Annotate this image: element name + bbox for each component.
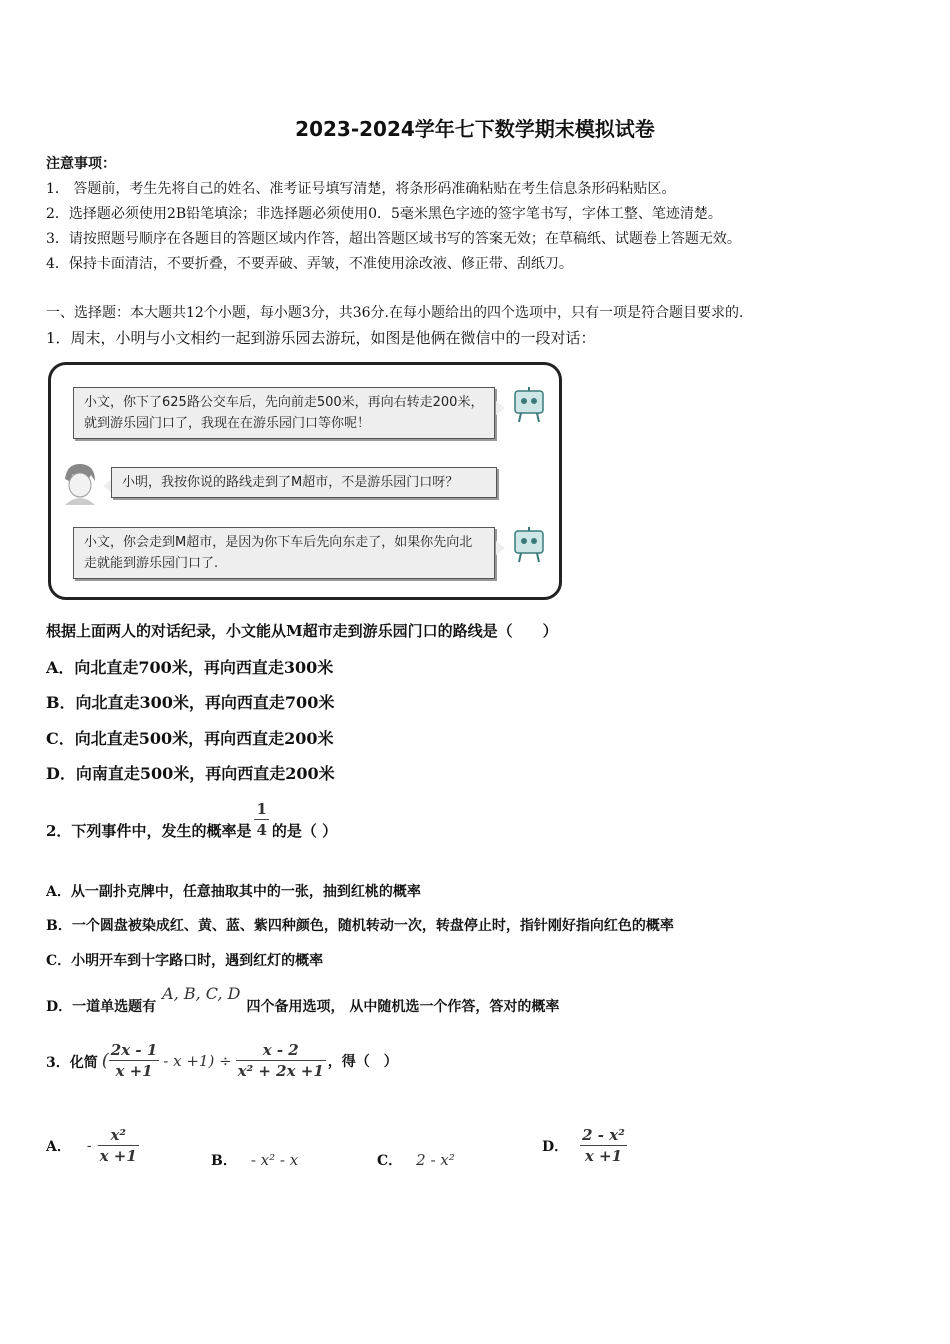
q2-option-d-text: D．一道单选题有 bbox=[46, 999, 157, 1015]
q2-frac-num: 1 bbox=[256, 800, 267, 818]
q3-option-d-frac bbox=[580, 1125, 627, 1166]
q3-option-b-expr: - x² - x bbox=[250, 1151, 299, 1169]
q3-f1-num: 2x - 1 bbox=[110, 1041, 158, 1059]
q2-fraction bbox=[254, 799, 268, 840]
q3-option-a-label: A． bbox=[46, 1138, 71, 1155]
q2-option-a: A．从一副扑克牌中，任意抽取其中的一张，抽到红桃的概率 bbox=[46, 884, 421, 900]
q1-option-a: A．向北直走700米，再向西直走300米 bbox=[46, 658, 334, 677]
q3-f2-num: x - 2 bbox=[236, 1040, 326, 1061]
robot-avatar-icon bbox=[509, 385, 549, 429]
robot-avatar-icon bbox=[509, 525, 549, 569]
q2-option-c: C．小明开车到十字路口时，遇到红灯的概率 bbox=[46, 953, 324, 969]
q3-paren: ( bbox=[101, 1050, 109, 1071]
note-item: 2．选择题必须使用2B铅笔填涂；非选择题必须使用0．5毫米黑色字迹的签字笔书写，字体工整、笔迹清楚。 bbox=[46, 206, 722, 222]
q3-option-b bbox=[211, 1150, 298, 1170]
notes-heading: 注意事项： bbox=[46, 156, 116, 172]
q3-option-a-den: x +1 bbox=[99, 1147, 137, 1165]
chat-figure bbox=[48, 362, 562, 600]
boy-avatar-icon bbox=[59, 461, 101, 509]
q2-option-d-tail: 四个备用选项， 从中随机选一个作答，答对的概率 bbox=[246, 999, 560, 1015]
bubble-tail bbox=[496, 401, 505, 415]
q2-stem-text: 2．下列事件中，发生的概率是 bbox=[46, 822, 252, 840]
q1-option-c: C．向北直走500米，再向西直走200米 bbox=[46, 729, 334, 748]
note-item: 3．请按照题号顺序在各题目的答题区域内作答，超出答题区域书写的答案无效；在草稿纸、试题卷上答题无效。 bbox=[46, 231, 741, 247]
page-title: 2023-2024学年七下数学期末模拟试卷 bbox=[295, 117, 655, 141]
q3-fraction-1 bbox=[109, 1040, 160, 1081]
q3-option-a-sign: - bbox=[86, 1137, 92, 1154]
q3-f1-den: x +1 bbox=[115, 1062, 153, 1080]
q2-frac-den: 4 bbox=[256, 821, 267, 839]
q1-stem: 1．周末，小明与小文相约一起到游乐园去游玩，如图是他俩在微信中的一段对话： bbox=[46, 329, 596, 347]
q3-option-d-label: D． bbox=[542, 1138, 569, 1155]
q1-option-d: D．向南直走500米，再向西直走200米 bbox=[46, 764, 335, 783]
q3-option-b-label: B． bbox=[211, 1153, 237, 1169]
q2-option-d-math: A, B, C, D bbox=[162, 984, 241, 1003]
q3-expr-mid: - x +1) ÷ bbox=[163, 1051, 232, 1070]
note-item: 1． 答题前，考生先将自己的姓名、准考证号填写清楚，将条形码准确粘贴在考生信息条形码粘贴区。 bbox=[46, 181, 676, 197]
q3-option-d-num: 2 - x² bbox=[582, 1126, 625, 1144]
note-item: 4．保持卡面清洁，不要折叠，不要弄破、弄皱，不准使用涂改液、修正带、刮纸刀。 bbox=[46, 256, 573, 272]
q3-option-d bbox=[542, 1125, 627, 1166]
q3-tail: ，得（ ） bbox=[327, 1053, 398, 1070]
q3-option-c-expr: 2 - x² bbox=[416, 1151, 455, 1169]
q2-stem-tail: 的是（ ） bbox=[271, 822, 338, 840]
q3-fraction-2 bbox=[236, 1040, 326, 1081]
q1-prompt: 根据上面两人的对话纪录，小文能从M超市走到游乐园门口的路线是（ ） bbox=[46, 622, 558, 640]
section-heading: 一、选择题：本大题共12个小题，每小题3分，共36分.在每小题给出的四个选项中，只有一项是符合题目要求的. bbox=[46, 305, 744, 321]
chat-bubble-xiaoming: 小明，我按你说的路线走到了M超市，不是游乐园门口呀？ bbox=[111, 467, 497, 498]
q1-option-b: B．向北直走300米，再向西直走700米 bbox=[46, 693, 335, 712]
q3-option-c-label: C． bbox=[377, 1153, 403, 1169]
q3-label: 3．化简 bbox=[46, 1054, 98, 1071]
chat-bubble-xiaowen-1: 小文，你下了625路公交车后，先向前走500米，再向右转走200米，就到游乐园门口了，我现在在游乐园门口等你呢！ bbox=[73, 387, 495, 439]
bubble-tail bbox=[496, 541, 505, 555]
q3-f2-den: x² + 2x +1 bbox=[237, 1062, 324, 1080]
q2-option-b: B．一个圆盘被染成红、黄、蓝、紫四种颜色，随机转动一次，转盘停止时，指针刚好指向红色的概率 bbox=[46, 918, 674, 934]
q2-option-d bbox=[46, 984, 559, 1016]
chat-bubble-xiaowen-2: 小文，你会走到M超市，是因为你下车后先向东走了，如果你先向北走就能到游乐园门口了. bbox=[73, 527, 495, 579]
q3-option-a-frac bbox=[98, 1125, 139, 1166]
q2-stem bbox=[46, 798, 337, 841]
q3-option-c bbox=[377, 1150, 455, 1170]
q3-option-a bbox=[46, 1125, 139, 1166]
q3-option-d-den: x +1 bbox=[584, 1147, 623, 1165]
q3-option-a-num: x² bbox=[98, 1125, 139, 1146]
q3-stem bbox=[46, 1040, 398, 1081]
